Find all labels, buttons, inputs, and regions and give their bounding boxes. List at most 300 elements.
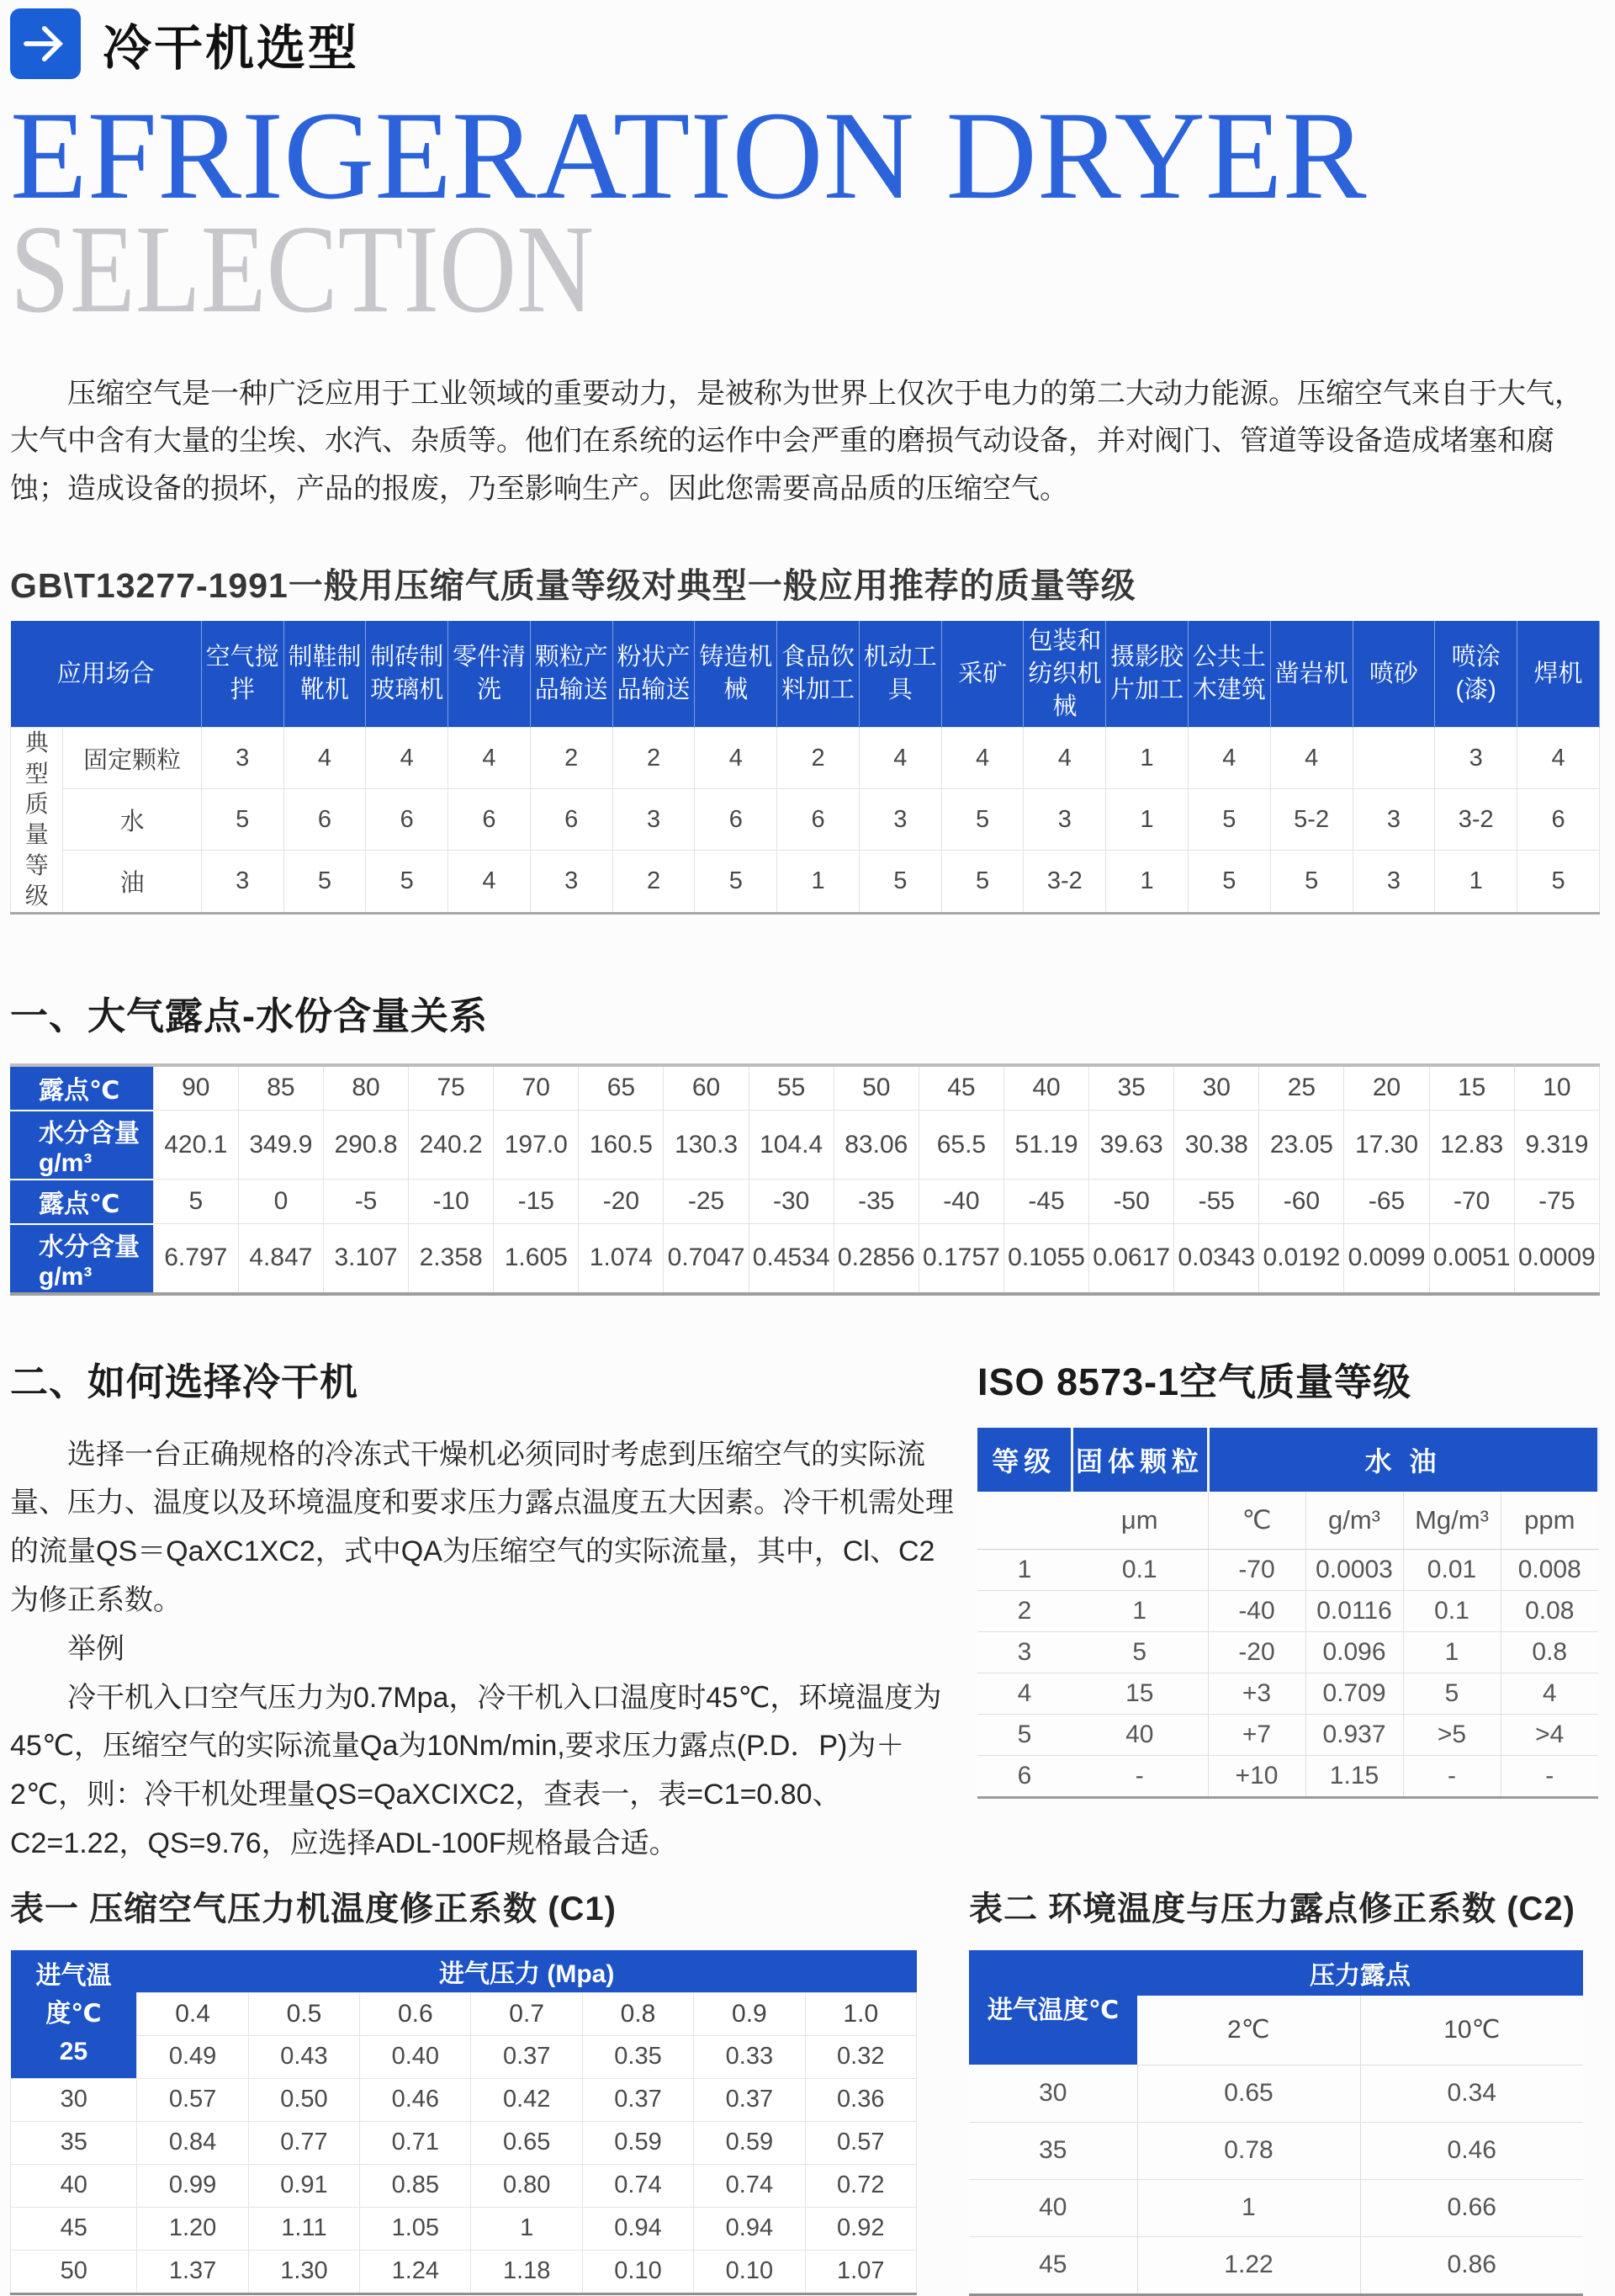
dew-value-cell: 65.5	[919, 1111, 1003, 1180]
c1-value-cell: 0.80	[471, 2164, 582, 2207]
gb-value-cell: 6	[448, 789, 531, 851]
dew-value-cell: 1.605	[494, 1224, 579, 1294]
gb-row-label: 水	[63, 789, 201, 851]
c1-value-cell: 0.74	[694, 2164, 805, 2207]
dew-value-cell: -50	[1089, 1180, 1174, 1224]
dew-row	[10, 1065, 1600, 1111]
gb-value-cell: 5	[695, 851, 777, 913]
c1-data-row	[11, 2207, 917, 2250]
iso-value-cell: -20	[1208, 1631, 1305, 1673]
gb-value-cell: 5	[283, 851, 366, 913]
iso-unit-cell	[977, 1492, 1072, 1550]
c2-dewpoint-header: 压力露点	[1137, 1950, 1583, 1996]
page-title-en	[10, 86, 1603, 339]
dew-value-cell: 30	[1174, 1065, 1259, 1111]
c1-corner-cell	[11, 1950, 137, 2079]
dew-value-cell: 83.06	[834, 1111, 919, 1180]
gb-value-cell: 1	[1106, 789, 1189, 851]
c1-value-cell: 1.37	[137, 2250, 248, 2293]
c1-value-cell: 0.94	[694, 2207, 805, 2250]
dew-value-cell: 0.0617	[1089, 1224, 1174, 1294]
c1-value-cell: 0.59	[582, 2121, 693, 2164]
iso-value-cell: 0.709	[1305, 1673, 1403, 1714]
gb-row-group-label: 典型质量等级	[11, 728, 63, 913]
gb-value-cell: 4	[448, 851, 531, 913]
dew-value-cell: -55	[1174, 1180, 1259, 1224]
gb-column-header: 食品饮料加工	[777, 621, 860, 728]
c1-value-cell: 0.71	[360, 2121, 471, 2164]
dew-value-cell: 104.4	[749, 1111, 834, 1180]
dew-value-cell: 30.38	[1174, 1111, 1259, 1180]
iso-value-cell: 1	[1403, 1631, 1501, 1673]
dew-value-cell: -40	[919, 1180, 1003, 1224]
dew-value-cell: 0.0192	[1259, 1224, 1344, 1294]
dew-value-cell: 0.0051	[1429, 1224, 1514, 1294]
dew-value-cell: 85	[238, 1065, 323, 1111]
c1-value-cell: 0.10	[582, 2250, 693, 2293]
c1-pressure-cell: 0.7	[471, 1992, 582, 2035]
gb-value-cell: 3	[201, 851, 283, 913]
table2-column	[969, 1882, 1590, 2296]
iso-value-cell: 1.15	[1305, 1755, 1403, 1797]
iso-data-row	[977, 1590, 1598, 1631]
iso-unit-cell: Mg/m³	[1403, 1492, 1501, 1550]
gb-value-cell: 4	[1024, 728, 1106, 789]
dew-value-cell: 75	[409, 1065, 494, 1111]
iso-value-cell: 1	[1072, 1590, 1208, 1631]
gb-value-cell: 6	[283, 789, 366, 851]
c1-value-cell: 1.05	[360, 2207, 471, 2250]
dew-value-cell: 20	[1344, 1065, 1429, 1111]
title-en-line2: SELECTION	[10, 199, 595, 339]
gb-column-header: 制鞋制靴机	[283, 621, 366, 728]
iso-value-cell: 0.008	[1501, 1549, 1598, 1590]
dew-value-cell: 0.1757	[919, 1224, 1003, 1294]
gb-value-cell: 5	[366, 851, 448, 913]
iso-unit-cell: g/m³	[1305, 1492, 1403, 1550]
iso-header-solid: 固体颗粒	[1072, 1428, 1208, 1492]
gb-column-header: 焊机	[1517, 621, 1600, 728]
c1-value-cell: 0.49	[137, 2035, 248, 2078]
gb-value-cell: 3	[1024, 789, 1106, 851]
gb-column-header: 摄影胶片加工	[1106, 621, 1189, 728]
dew-value-cell: 50	[834, 1065, 919, 1111]
c1-correction-table	[10, 1950, 917, 2295]
iso-value-cell: -70	[1208, 1549, 1305, 1590]
c2-value-cell: 0.78	[1137, 2122, 1360, 2179]
dew-value-cell: 17.30	[1344, 1111, 1429, 1180]
gb-column-header: 制砖制玻璃机	[366, 621, 448, 728]
c1-value-cell: 0.99	[137, 2164, 248, 2207]
dew-value-cell: 197.0	[494, 1111, 579, 1180]
gb-value-cell: 6	[366, 789, 448, 851]
gb-value-cell: 2	[777, 728, 860, 789]
dew-value-cell: 39.63	[1089, 1111, 1174, 1180]
gb-value-cell: 6	[1517, 789, 1600, 851]
c2-data-row	[969, 2122, 1583, 2179]
dew-value-cell: 0.2856	[834, 1224, 919, 1294]
iso-value-cell: 0.8	[1501, 1631, 1598, 1673]
intro-paragraph: 压缩空气是一种广泛应用于工业领域的重要动力，是被称为世界上仅次于电力的第二大动力能源。压缩空气来自于大气，大气中含有大量的尘埃、水汽、杂质等。他们在系统的运作中会严重的磨损气动设备，并对阀门、管道等设备造成堵塞和腐蚀；造成设备的损坏，产品的报废，乃至影响生产。因此您需要高品质的压缩空气。	[10, 378, 1583, 505]
gb-value-cell: 5-2	[1270, 789, 1353, 851]
c1-value-cell: 1.07	[805, 2250, 916, 2293]
selection-example-label: 举例	[67, 1632, 124, 1665]
gb-value-cell: 2	[612, 728, 695, 789]
gb-column-header: 粉状产品输送	[612, 621, 695, 728]
c1-value-cell: 0.50	[248, 2078, 359, 2121]
dew-value-cell: -30	[749, 1180, 834, 1224]
gb-column-header: 零件清洗	[448, 621, 531, 728]
gb-row-label: 固定颗粒	[63, 728, 201, 789]
gb-column-header: 铸造机械	[695, 621, 777, 728]
c1-pressure-cell: 0.6	[360, 1992, 471, 2035]
dew-row-label: 露点℃	[10, 1065, 153, 1111]
gb-value-cell: 4	[366, 728, 448, 789]
selection-paragraph-2: 冷干机入口空气压力为0.7Mpa，冷干机入口温度时45℃，环境温度为45℃，压缩空气的实际流量Qa为10Nm/min,要求压力露点(P.D．P)为＋2℃，则：冷干机处理量QS=QaXCIXC2，查表一，表=C1=0.80、C2=1.22，QS=9.76，应选择ADL-100F规格最合适。	[10, 1681, 942, 1860]
iso-value-cell: 0.0003	[1305, 1549, 1403, 1590]
gb-value-cell: 5	[201, 789, 283, 851]
dew-value-cell: -25	[664, 1180, 749, 1224]
gb-value-cell: 4	[1270, 728, 1353, 789]
gb-value-cell: 4	[1188, 728, 1270, 789]
dew-value-cell: 35	[1089, 1065, 1174, 1111]
dew-value-cell: 349.9	[238, 1111, 323, 1180]
iso-header-water-oil: 水 油	[1208, 1428, 1598, 1492]
dew-value-cell: 1.074	[579, 1224, 664, 1294]
gb-column-header: 喷砂	[1353, 621, 1435, 728]
gb-value-cell: 6	[695, 789, 777, 851]
iso-value-cell: 5	[977, 1714, 1072, 1755]
c1-value-cell: 0.46	[360, 2078, 471, 2121]
c1-value-cell: 0.43	[248, 2035, 359, 2078]
gb-value-cell: 4	[941, 728, 1024, 789]
c1-value-cell: 0.42	[471, 2078, 582, 2121]
iso-data-row	[977, 1549, 1598, 1590]
gb-row-solid	[11, 728, 1600, 789]
dew-value-cell: 25	[1259, 1065, 1344, 1111]
iso-value-cell: >5	[1403, 1714, 1501, 1755]
c1-value-cell: 0.33	[694, 2035, 805, 2078]
dew-row-label: 水分含量g/m³	[10, 1224, 153, 1294]
iso-data-row	[977, 1631, 1598, 1673]
c1-value-cell: 1.11	[248, 2207, 359, 2250]
iso-value-cell: 0.0116	[1305, 1590, 1403, 1631]
c1-value-cell: 0.84	[137, 2121, 248, 2164]
iso-unit-cell: ppm	[1501, 1492, 1598, 1550]
c2-dew-col-cell: 10℃	[1360, 1996, 1583, 2065]
c1-pressure-header: 进气压力 (Mpa)	[137, 1950, 917, 1993]
c2-temp-label: 35	[969, 2122, 1137, 2179]
iso-value-cell: 4	[1501, 1673, 1598, 1714]
c1-temp-label: 40	[11, 2164, 137, 2207]
iso-value-cell: +3	[1208, 1673, 1305, 1714]
gb-value-cell: 5	[941, 851, 1024, 913]
c1-value-cell: 0.35	[582, 2035, 693, 2078]
iso-quality-table	[977, 1428, 1600, 1799]
gb-column-header: 公共土木建筑	[1188, 621, 1270, 728]
c1-pressure-cell: 0.5	[248, 1992, 359, 2035]
c2-value-cell: 1	[1137, 2179, 1360, 2236]
c2-data-row	[969, 2065, 1583, 2122]
c1-value-cell: 1.18	[471, 2250, 582, 2293]
dew-value-cell: 45	[919, 1065, 1003, 1111]
dew-value-cell: 40	[1003, 1065, 1088, 1111]
dew-value-cell: -20	[579, 1180, 664, 1224]
dew-value-cell: 60	[664, 1065, 749, 1111]
dew-value-cell: 70	[494, 1065, 579, 1111]
c1-temp-label: 30	[11, 2078, 137, 2121]
brand-header	[10, 8, 1603, 79]
iso-value-cell: 0.1	[1403, 1590, 1501, 1631]
iso-data-row	[977, 1673, 1598, 1714]
c1-temp-label: 50	[11, 2250, 137, 2293]
dew-value-cell: 55	[749, 1065, 834, 1111]
dew-value-cell: 290.8	[323, 1111, 408, 1180]
gb-value-cell: 3-2	[1435, 789, 1517, 851]
gb-value-cell: 3	[1353, 851, 1435, 913]
gb-value-cell: 2	[612, 851, 695, 913]
iso-value-cell: 0.08	[1501, 1590, 1598, 1631]
gb-row-oil	[11, 851, 1600, 913]
table1-heading: 表一 压缩空气压力机温度修正系数 (C1)	[10, 1890, 617, 1927]
c1-value-cell: 0.59	[694, 2121, 805, 2164]
c1-data-row	[11, 2078, 917, 2121]
c1-value-cell: 0.36	[805, 2078, 916, 2121]
dew-point-table	[10, 1063, 1600, 1296]
c1-value-cell: 0.40	[360, 2035, 471, 2078]
iso-value-cell: +7	[1208, 1714, 1305, 1755]
gb-value-cell: 1	[1435, 851, 1517, 913]
c1-value-cell: 0.94	[582, 2207, 693, 2250]
dew-value-cell: 2.358	[409, 1224, 494, 1294]
iso-value-cell: -	[1072, 1755, 1208, 1797]
gb-quality-table	[10, 621, 1600, 914]
gb-value-cell: 5	[1517, 851, 1600, 913]
c1-data-row	[11, 2250, 917, 2293]
gb-value-cell	[1353, 728, 1435, 789]
dew-value-cell: 0.7047	[664, 1224, 749, 1294]
c1-value-cell: 0.85	[360, 2164, 471, 2207]
table2-heading: 表二 环境温度与压力露点修正系数 (C2)	[969, 1890, 1575, 1927]
c2-temp-label: 30	[969, 2065, 1137, 2122]
iso-value-cell: -40	[1208, 1590, 1305, 1631]
c1-data-row	[11, 2121, 917, 2164]
c1-pressure-cell: 0.8	[582, 1992, 693, 2035]
iso-header-grade: 等级	[977, 1428, 1072, 1492]
c1-value-cell: 0.72	[805, 2164, 916, 2207]
c1-value-cell: 0.37	[694, 2078, 805, 2121]
iso-subheader-row	[977, 1492, 1598, 1550]
gb-row-label: 油	[63, 851, 201, 913]
c2-value-cell: 0.86	[1360, 2236, 1583, 2294]
dew-value-cell: 4.847	[238, 1224, 323, 1294]
iso-value-cell: 0.1	[1072, 1549, 1208, 1590]
selection-paragraph-1: 选择一台正确规格的冷冻式干燥机必须同时考虑到压缩空气的实际流量、压力、温度以及环境温度和要求压力露点温度五大因素。冷干机需处理的流量QS＝QaXC1XC2，式中QA为压缩空气的实际流量，其中，Cl、C2为修正系数。	[10, 1438, 954, 1617]
iso-section-heading: ISO 8573-1空气质量等级	[977, 1360, 1412, 1403]
c1-temp-label: 45	[11, 2207, 137, 2250]
iso-value-cell: 5	[1072, 1631, 1208, 1673]
c1-temp-label: 35	[11, 2121, 137, 2164]
dew-value-cell: 0.0099	[1344, 1224, 1429, 1294]
c1-value-cell: 1	[471, 2207, 582, 2250]
c2-correction-table	[969, 1950, 1583, 2296]
dew-value-cell: 0	[238, 1180, 323, 1224]
c2-value-cell: 0.66	[1360, 2179, 1583, 2236]
gb-value-cell: 4	[859, 728, 941, 789]
dew-value-cell: 65	[579, 1065, 664, 1111]
dew-row	[10, 1224, 1600, 1294]
dew-value-cell: 0.1055	[1003, 1224, 1088, 1294]
gb-value-cell: 4	[283, 728, 366, 789]
c2-value-cell: 1.22	[1137, 2236, 1360, 2294]
gb-value-cell: 1	[1106, 851, 1189, 913]
dew-value-cell: 6.797	[153, 1224, 238, 1294]
dew-value-cell: -35	[834, 1180, 919, 1224]
dew-value-cell: -45	[1003, 1180, 1088, 1224]
dew-value-cell: 80	[323, 1065, 408, 1111]
dew-value-cell: -10	[409, 1180, 494, 1224]
c2-temp-label: 40	[969, 2179, 1137, 2236]
iso-value-cell: 40	[1072, 1714, 1208, 1755]
dew-value-cell: 10	[1514, 1065, 1599, 1111]
gb-value-cell: 3-2	[1024, 851, 1106, 913]
dew-value-cell: 0.0343	[1174, 1224, 1259, 1294]
iso-value-cell: 0.01	[1403, 1549, 1501, 1590]
iso-value-cell: 5	[1403, 1673, 1501, 1714]
dew-value-cell: -65	[1344, 1180, 1429, 1224]
iso-value-cell: 0.096	[1305, 1631, 1403, 1673]
iso-unit-cell: μm	[1072, 1492, 1208, 1550]
gb-value-cell: 3	[1435, 728, 1517, 789]
c1-value-cell: 0.57	[137, 2078, 248, 2121]
gb-value-cell: 5	[859, 851, 941, 913]
gb-column-header: 采矿	[941, 621, 1024, 728]
c1-pressure-cell: 1.0	[805, 1992, 916, 2035]
c1-pressure-cell: 0.9	[694, 1992, 805, 2035]
iso-unit-cell: ℃	[1208, 1492, 1305, 1550]
gb-column-header: 机动工具	[859, 621, 941, 728]
dew-value-cell: 51.19	[1003, 1111, 1088, 1180]
iso-value-cell: 4	[977, 1673, 1072, 1714]
iso-value-cell: -	[1501, 1755, 1598, 1797]
c1-value-cell: 1.24	[360, 2250, 471, 2293]
iso-data-row	[977, 1714, 1598, 1755]
c1-value-cell: 0.92	[805, 2207, 916, 2250]
gb-column-header: 空气搅拌	[201, 621, 283, 728]
dew-row-label: 露点℃	[10, 1180, 153, 1224]
c2-temp-label: 45	[969, 2236, 1137, 2294]
gb-row-water	[11, 789, 1600, 851]
dew-value-cell: 0.0009	[1514, 1224, 1599, 1294]
dew-value-cell: 420.1	[153, 1111, 238, 1180]
title-en-line1: EFRIGERATION DRYER	[10, 86, 1367, 225]
gb-value-cell: 5	[941, 789, 1024, 851]
c1-data-row	[11, 2164, 917, 2207]
gb-value-cell: 4	[448, 728, 531, 789]
dew-value-cell: 5	[153, 1180, 238, 1224]
dew-value-cell: 12.83	[1429, 1111, 1514, 1180]
gb-value-cell: 6	[530, 789, 612, 851]
dew-row	[10, 1111, 1600, 1180]
dew-section-heading: 一、大气露点-水份含量关系	[10, 994, 488, 1037]
selection-section-heading: 二、如何选择冷干机	[10, 1360, 359, 1403]
iso-value-cell: +10	[1208, 1755, 1305, 1797]
selection-guide-column	[10, 1351, 954, 1869]
c1-data-row-25	[11, 2035, 917, 2078]
dew-value-cell: 23.05	[1259, 1111, 1344, 1180]
c1-value-cell: 0.37	[471, 2035, 582, 2078]
dew-value-cell: -60	[1259, 1180, 1344, 1224]
gb-value-cell: 3	[612, 789, 695, 851]
c2-data-row	[969, 2179, 1583, 2236]
dew-value-cell: 0.4534	[749, 1224, 834, 1294]
c2-data-row	[969, 2236, 1583, 2294]
c2-value-cell: 0.46	[1360, 2122, 1583, 2179]
gb-column-header: 凿岩机	[1270, 621, 1353, 728]
dew-value-cell: -5	[323, 1180, 408, 1224]
arrow-right-icon	[10, 8, 81, 79]
dew-value-cell: 90	[153, 1065, 238, 1111]
dew-value-cell: 160.5	[579, 1111, 664, 1180]
gb-value-cell: 4	[695, 728, 777, 789]
iso-value-cell: >4	[1501, 1714, 1598, 1755]
gb-value-cell: 3	[859, 789, 941, 851]
c1-corner-label: 进气温度℃	[35, 1962, 112, 2028]
gb-value-cell: 3	[530, 851, 612, 913]
c2-corner-label: 进气温度℃	[969, 1950, 1137, 2065]
page-title-cn: 冷干机选型	[103, 21, 360, 76]
gb-column-header: 颗粒产品输送	[530, 621, 612, 728]
gb-value-cell: 1	[1106, 728, 1189, 789]
c1-value-cell: 1.30	[248, 2250, 359, 2293]
iso-column	[977, 1351, 1600, 1799]
gb-value-cell: 6	[777, 789, 860, 851]
iso-value-cell: 15	[1072, 1673, 1208, 1714]
table1-column	[10, 1882, 969, 2295]
iso-value-cell: 2	[977, 1590, 1072, 1631]
c1-value-cell: 0.74	[582, 2164, 693, 2207]
c1-value-cell: 0.32	[805, 2035, 916, 2078]
dew-value-cell: 130.3	[664, 1111, 749, 1180]
c1-pressure-cell: 0.4	[137, 1992, 248, 2035]
gb-value-cell: 1	[777, 851, 860, 913]
gb-column-header: 包装和纺织机械	[1024, 621, 1106, 728]
gb-value-cell: 3	[1353, 789, 1435, 851]
gb-value-cell: 5	[1188, 851, 1270, 913]
dew-value-cell: -75	[1514, 1180, 1599, 1224]
c1-pressure-row	[11, 1992, 917, 2035]
dew-value-cell: -15	[494, 1180, 579, 1224]
c2-value-cell: 0.65	[1137, 2065, 1360, 2122]
c2-value-cell: 0.34	[1360, 2065, 1583, 2122]
gb-corner-header: 应用场合	[11, 621, 202, 728]
c2-dew-col-cell: 2℃	[1137, 1996, 1360, 2065]
c1-value-cell: 1.20	[137, 2207, 248, 2250]
gb-value-cell: 5	[1270, 851, 1353, 913]
dew-row	[10, 1180, 1600, 1224]
dew-value-cell: 9.319	[1514, 1111, 1599, 1180]
iso-value-cell: 6	[977, 1755, 1072, 1797]
gb-value-cell: 2	[530, 728, 612, 789]
c1-corner-value: 25	[59, 2038, 88, 2066]
iso-value-cell: -	[1403, 1755, 1501, 1797]
gb-value-cell: 4	[1517, 728, 1600, 789]
dew-value-cell: 3.107	[323, 1224, 408, 1294]
c1-value-cell: 0.65	[471, 2121, 582, 2164]
iso-value-cell: 3	[977, 1631, 1072, 1673]
gb-column-header: 喷涂(漆)	[1435, 621, 1517, 728]
iso-data-row	[977, 1755, 1598, 1797]
